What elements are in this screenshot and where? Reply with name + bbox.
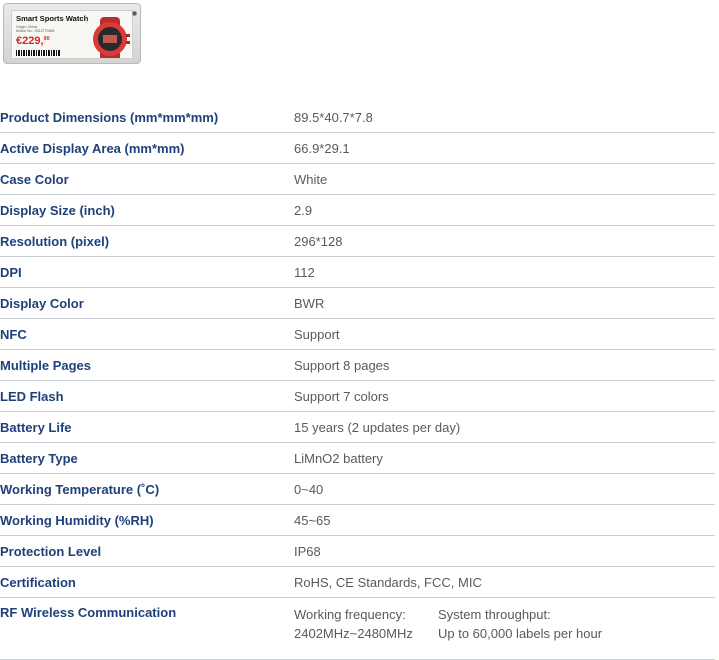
spec-row <box>0 350 715 381</box>
spec-row <box>0 474 715 505</box>
spec-value: White <box>294 164 715 195</box>
spec-label: Protection Level <box>0 536 294 567</box>
spec-value: 66.9*29.1 <box>294 133 715 164</box>
spec-row <box>0 288 715 319</box>
spec-label: Display Size (inch) <box>0 195 294 226</box>
tag-subtitle <box>16 25 55 33</box>
spec-label: DPI <box>0 257 294 288</box>
rf-frequency <box>294 605 438 643</box>
spec-value: 296*128 <box>294 226 715 257</box>
spec-label: Working Humidity (%RH) <box>0 505 294 536</box>
spec-label: NFC <box>0 319 294 350</box>
spec-label: RF Wireless Communication <box>0 598 294 660</box>
spec-row <box>0 195 715 226</box>
spec-row <box>0 443 715 474</box>
spec-value: 45~65 <box>294 505 715 536</box>
spec-value <box>294 598 715 660</box>
tag-article-no: Article No.: 0012770464 <box>16 29 55 34</box>
tag-title: Smart Sports Watch <box>16 14 89 23</box>
tag-price-main: €229, <box>16 35 44 47</box>
spec-label: Certification <box>0 567 294 598</box>
spec-row <box>0 226 715 257</box>
spec-row <box>0 567 715 598</box>
rf-throughput-label: System throughput: <box>438 607 551 622</box>
spec-row <box>0 257 715 288</box>
spec-row <box>0 536 715 567</box>
tag-led-icon <box>132 11 137 16</box>
spec-row <box>0 381 715 412</box>
spec-label: LED Flash <box>0 381 294 412</box>
spec-value: RoHS, CE Standards, FCC, MIC <box>294 567 715 598</box>
spec-value: 0~40 <box>294 474 715 505</box>
spec-row <box>0 102 715 133</box>
spec-value: 112 <box>294 257 715 288</box>
product-thumbnail[interactable] <box>3 3 141 64</box>
spec-label: Multiple Pages <box>0 350 294 381</box>
spec-label: Active Display Area (mm*mm) <box>0 133 294 164</box>
spec-row <box>0 133 715 164</box>
spec-label: Case Color <box>0 164 294 195</box>
spec-value: BWR <box>294 288 715 319</box>
spec-table <box>0 102 715 660</box>
spec-row <box>0 164 715 195</box>
rf-throughput-value: Up to 60,000 labels per hour <box>438 626 603 641</box>
spec-value: Support 8 pages <box>294 350 715 381</box>
barcode-icon <box>16 50 60 56</box>
spec-value: LiMnO2 battery <box>294 443 715 474</box>
rf-frequency-label: Working frequency: <box>294 607 406 622</box>
tag-price <box>16 35 50 47</box>
spec-row <box>0 319 715 350</box>
e-paper-tag-screen <box>11 10 133 59</box>
spec-label: Display Color <box>0 288 294 319</box>
tag-origin: Origin: China <box>16 25 37 29</box>
spec-value: IP68 <box>294 536 715 567</box>
spec-label: Battery Life <box>0 412 294 443</box>
spec-value: Support 7 colors <box>294 381 715 412</box>
tag-price-cents: 90 <box>43 36 50 42</box>
spec-row-rf <box>0 598 715 660</box>
spec-value: 15 years (2 updates per day) <box>294 412 715 443</box>
sports-watch-icon <box>86 17 133 59</box>
spec-value: Support <box>294 319 715 350</box>
spec-label: Product Dimensions (mm*mm*mm) <box>0 102 294 133</box>
rf-throughput <box>438 605 602 643</box>
spec-label: Resolution (pixel) <box>0 226 294 257</box>
spec-label: Battery Type <box>0 443 294 474</box>
spec-row <box>0 505 715 536</box>
spec-row <box>0 412 715 443</box>
rf-frequency-value: 2402MHz~2480MHz <box>294 626 413 641</box>
spec-value: 89.5*40.7*7.8 <box>294 102 715 133</box>
spec-label: Working Temperature (˚C) <box>0 474 294 505</box>
spec-value: 2.9 <box>294 195 715 226</box>
